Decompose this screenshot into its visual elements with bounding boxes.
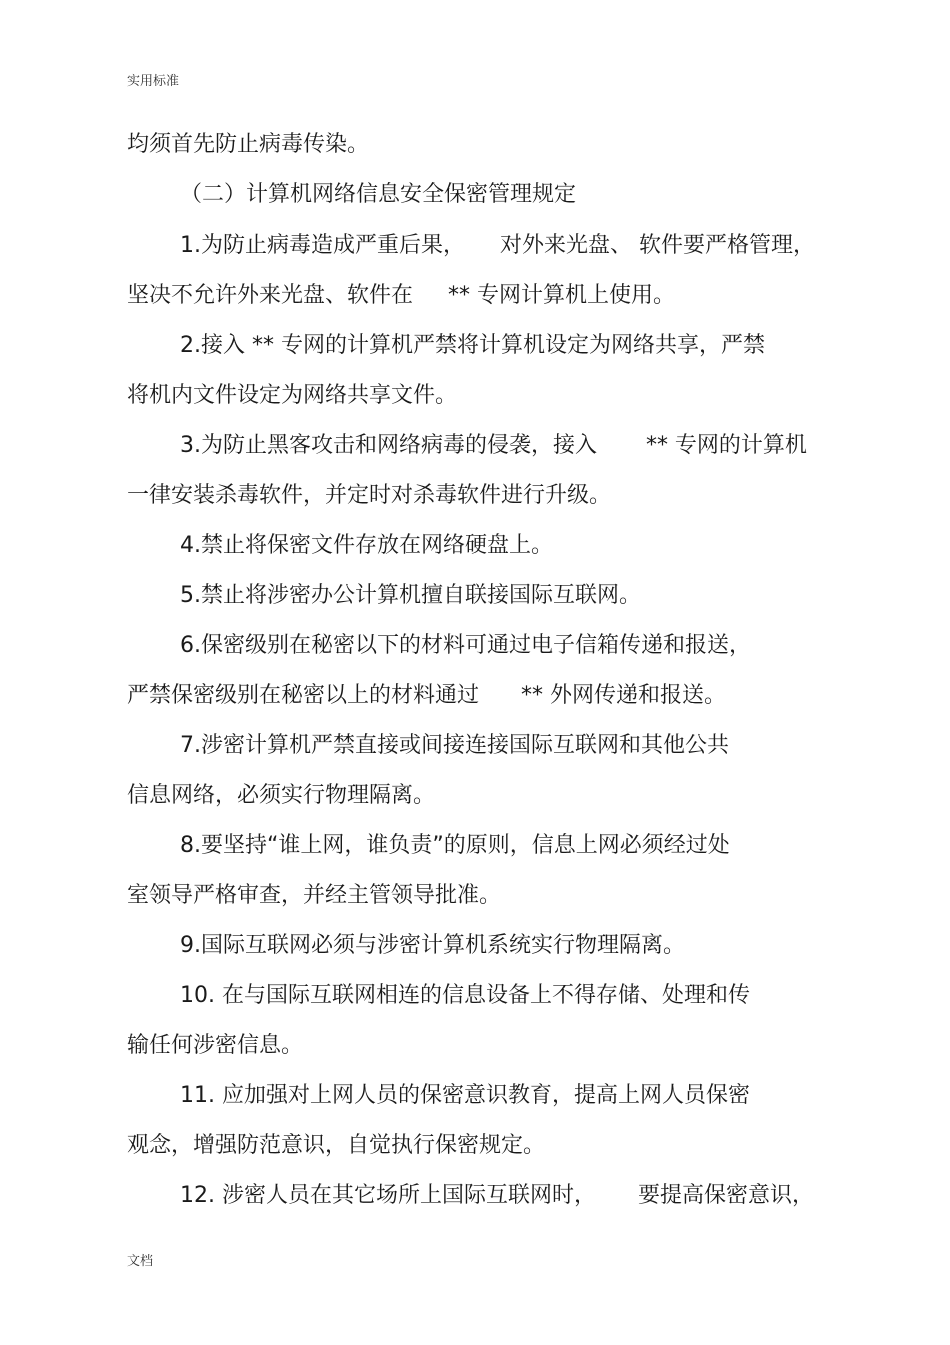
text-line: 11. 应加强对上网人员的保密意识教育，提高上网人员保密 — [180, 1083, 750, 1108]
text-line: 坚决不允许外来光盘、软件在 ** 专网计算机上使用。 — [127, 283, 675, 308]
text-line: 观念，增强防范意识，自觉执行保密规定。 — [127, 1133, 546, 1158]
text-line: 7.涉密计算机严禁直接或间接连接国际互联网和其他公共 — [180, 733, 729, 758]
text-line: 4.禁止将保密文件存放在网络硬盘上。 — [180, 533, 553, 558]
page-footer-label: 文档 — [127, 1254, 154, 1269]
text-line: 严禁保密级别在秘密以上的材料通过 ** 外网传递和报送。 — [127, 683, 726, 708]
text-line: 输任何涉密信息。 — [127, 1033, 304, 1058]
text-line: 2.接入 ** 专网的计算机严禁将计算机设定为网络共享，严禁 — [180, 333, 765, 358]
text-line: 12. 涉密人员在其它场所上国际互联网时， 要提高保密意识， — [180, 1183, 814, 1208]
text-line: 一律安装杀毒软件，并定时对杀毒软件进行升级。 — [127, 483, 612, 508]
text-line: 信息网络，必须实行物理隔离。 — [127, 783, 436, 808]
text-line: 1.为防止病毒造成严重后果， 对外来光盘、 软件要严格管理， — [180, 233, 815, 258]
text-line: 6.保密级别在秘密以下的材料可通过电子信箱传递和报送， — [180, 633, 751, 658]
text-line: 将机内文件设定为网络共享文件。 — [127, 383, 458, 408]
page-header-label: 实用标准 — [127, 74, 180, 89]
section-heading: （二）计算机网络信息安全保密管理规定 — [180, 182, 577, 207]
text-line: 8.要坚持“谁上网，谁负责”的原则，信息上网必须经过处 — [180, 833, 730, 858]
text-line: 3.为防止黑客攻击和网络病毒的侵袭，接入 ** 专网的计算机 — [180, 433, 807, 458]
text-line: 室领导严格审查，并经主管领导批准。 — [127, 883, 502, 908]
text-line: 5.禁止将涉密办公计算机擅自联接国际互联网。 — [180, 583, 641, 608]
text-line: 9.国际互联网必须与涉密计算机系统实行物理隔离。 — [180, 933, 685, 958]
text-line: 均须首先防止病毒传染。 — [127, 132, 370, 157]
text-line: 10. 在与国际互联网相连的信息设备上不得存储、处理和传 — [180, 983, 750, 1008]
